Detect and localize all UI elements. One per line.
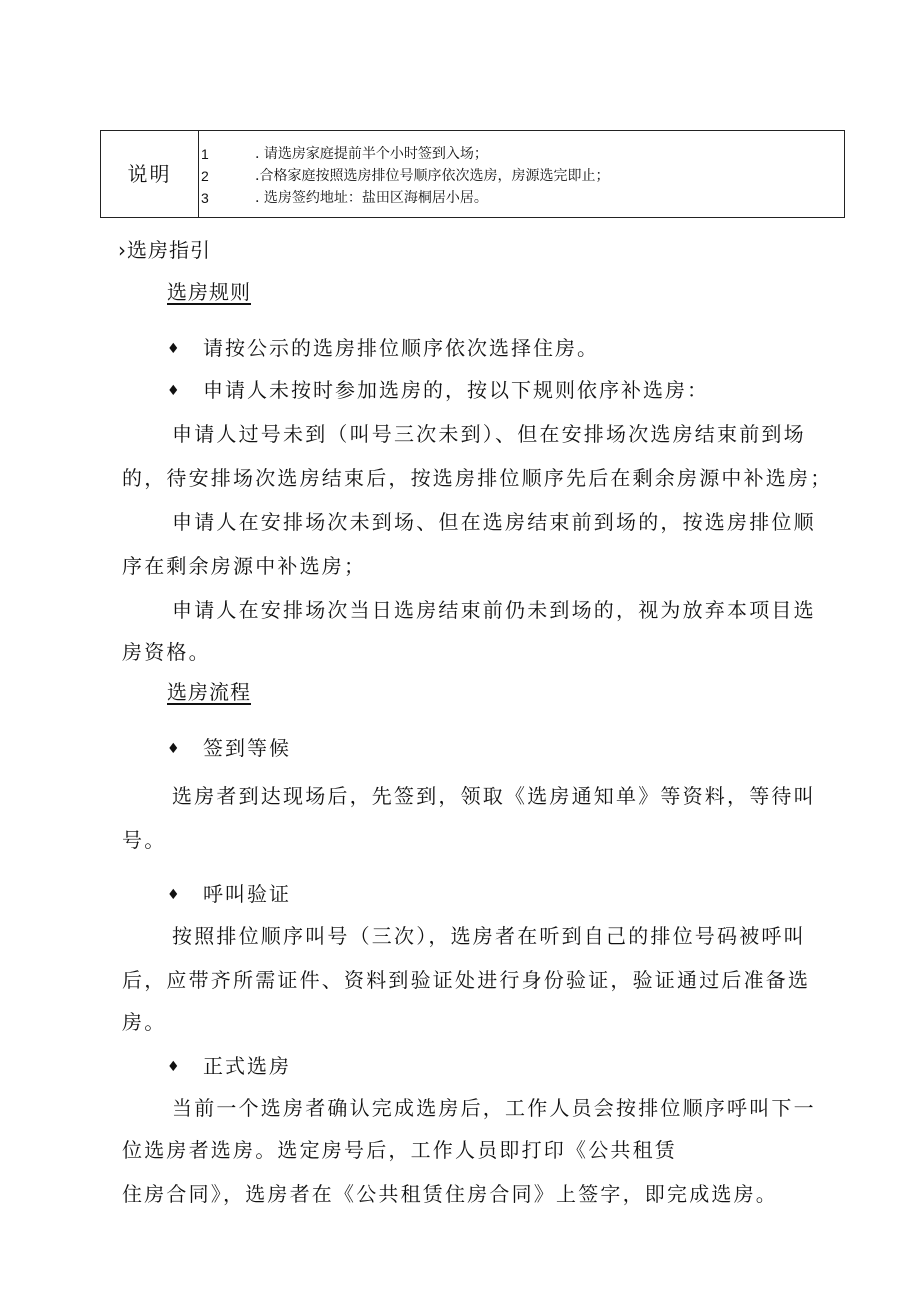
note-item-text: .合格家庭按照选房排位号顺序依次选房，房源选完即止； (255, 168, 610, 184)
process-step-line: 按照排位顺序叫号（三次），选房者在听到自己的排位号码被呼叫 (172, 924, 806, 948)
process-step-heading-text: 签到等候 (203, 736, 291, 760)
note-table (100, 130, 845, 218)
process-title: 选房流程 (167, 680, 251, 704)
note-item-number: 2 (201, 168, 209, 184)
rule-bullet (167, 376, 709, 405)
process-step-line: 后，应带齐所需证件、资料到验证处进行身份验证，验证通过后准备选 (122, 968, 811, 992)
note-label: 说明 (101, 131, 199, 217)
process-step-line: 位选房者选房。选定房号后，工作人员即打印《公共租赁 (122, 1138, 677, 1162)
note-item-number: 3 (201, 190, 209, 206)
process-step-heading-text: 呼叫验证 (203, 882, 291, 906)
diamond-bullet-icon: ♦ (167, 741, 182, 757)
process-step-line: 当前一个选房者确认完成选房后，工作人员会按排位顺序呼叫下一 (172, 1096, 816, 1120)
rule-bullet-text: 请按公示的选房排位顺序依次选择住房。 (203, 336, 599, 360)
rule-paragraph-line: 的，待安排场次选房结束后，按选房排位顺序先后在剩余房源中补选房； (122, 466, 833, 490)
note-item-number: 1 (201, 146, 209, 162)
diamond-bullet-icon: ♦ (167, 887, 182, 903)
process-step-heading (167, 734, 291, 763)
diamond-bullet-icon: ♦ (167, 1059, 182, 1075)
process-step-line: 选房者到达现场后，先签到，领取《选房通知单》等资料，等待叫 (172, 784, 816, 808)
note-item-text: . 请选房家庭提前半个小时签到入场； (255, 146, 488, 162)
rule-bullet (167, 334, 599, 363)
process-step-line: 号。 (122, 828, 167, 852)
note-item-text: . 选房签约地址：盐田区海桐居小居。 (255, 190, 488, 206)
section-title: ›选房指引 (118, 238, 211, 262)
diamond-bullet-icon: ♦ (167, 383, 182, 399)
rule-paragraph-line: 申请人在安排场次未到场、但在选房结束前到场的，按选房排位顺 (172, 510, 816, 534)
rule-paragraph-line: 申请人过号未到（叫号三次未到）、但在安排场次选房结束前到场 (172, 422, 806, 446)
rule-paragraph-line: 序在剩余房源中补选房； (122, 554, 367, 578)
process-step-line: 住房合同》，选房者在《公共租赁住房合同》上签字，即完成选房。 (122, 1182, 778, 1206)
rule-paragraph-line: 房资格。 (122, 640, 211, 664)
rule-bullet-text: 申请人未按时参加选房的，按以下规则依序补选房： (203, 378, 709, 402)
process-step-line: 房。 (122, 1010, 167, 1034)
rule-paragraph-line: 申请人在安排场次当日选房结束前仍未到场的，视为放弃本项目选 (172, 598, 816, 622)
diamond-bullet-icon: ♦ (167, 341, 182, 357)
process-step-heading-text: 正式选房 (203, 1054, 291, 1078)
process-step-heading (167, 1052, 291, 1081)
process-step-heading (167, 880, 291, 909)
rules-title: 选房规则 (167, 280, 251, 304)
